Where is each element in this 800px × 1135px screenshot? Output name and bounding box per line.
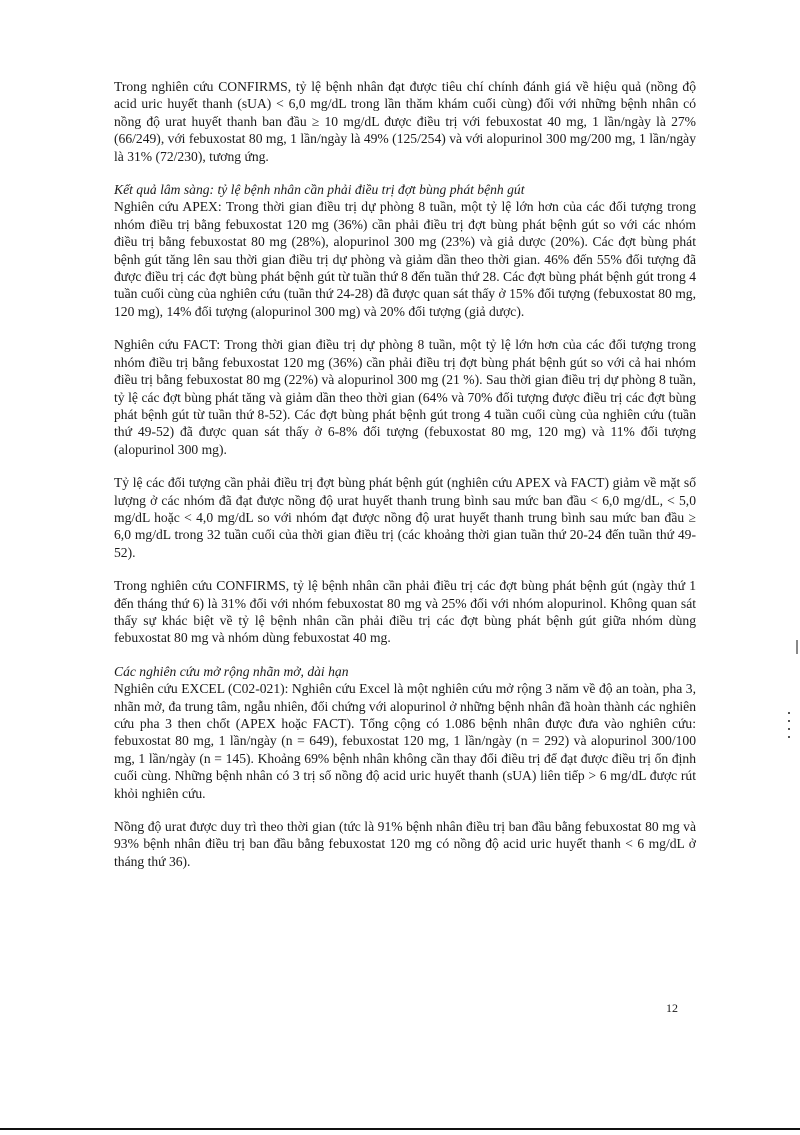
paragraph-confirms-flares: Trong nghiên cứu CONFIRMS, tỷ lệ bệnh nhân cần phải điều trị các đợt bùng phát bệnh gút (ngày thứ 1 đến tháng thứ 6) là 31% đối với nhóm febuxostat 80 mg và 25% đối với nhóm alopurinol. Không quan sát thấy sự khác biệt về tỷ lệ bệnh nhân cần phải điều trị các đợt bùng phát bệnh gút giữa nhóm dùng febuxostat 80 mg và nhóm dùng febuxostat 40 mg. bbox=[114, 578, 696, 646]
section-heading-open-label-extension: Các nghiên cứu mở rộng nhãn mở, dài hạn bbox=[114, 663, 349, 679]
page-bottom-rule bbox=[0, 1128, 800, 1130]
document-body bbox=[114, 78, 696, 870]
paragraph-excel-study: Nghiên cứu EXCEL (C02-021): Nghiên cứu Excel là một nghiên cứu mở rộng 3 năm về độ an toàn, pha 3, nhãn mở, đa trung tâm, ngẫu nhiên, đối chứng với alopurinol ở những bệnh nhân đã hoàn thành các nghiên cứu pha 3 then chốt (APEX hoặc FACT). Tổng cộng có 1.086 bệnh nhân được đưa vào nghiên cứu: febuxostat 80 mg, 1 lần/ngày (n = 649), febuxostat 120 mg, 1 lần/ngày (n = 292) và alopurinol 300/100 mg, 1 lần/ngày (n = 145). Khoảng 69% bệnh nhân không cần thay đổi điều trị để đạt được điều trị ổn định cuối cùng. Những bệnh nhân có 3 trị số nồng độ acid uric huyết thanh (sUA) liên tiếp > 6 mg/dL được rút khỏi nghiên cứu. bbox=[114, 681, 696, 801]
paragraph-fact-study: Nghiên cứu FACT: Trong thời gian điều trị dự phòng 8 tuần, một tỷ lệ lớn hơn của các đối tượng trong nhóm điều trị bằng febuxostat 120 mg (36%) cần phải điều trị đợt bùng phát bệnh gút so với cả hai nhóm điều trị bằng febuxostat 80 mg (22%) và alopurinol 300 mg (21 %). Sau thời gian điều trị dự phòng 8 tuần, tỷ lệ các đợt bùng phát tăng và giảm dần theo thời gian (64% và 70% đối tượng được điều trị các đợt bùng phát bệnh gút từ tuần thứ 8-52). Các đợt bùng phát bệnh gút trong 4 tuần cuối cùng của nghiên cứu (tuần thứ 49-52) đã được quan sát thấy ở 6-8% đối tượng (febuxostat 80 mg, 120 mg) và 11% đối tượng (alopurinol 300 mg). bbox=[114, 337, 696, 457]
page-number: 12 bbox=[666, 1001, 678, 1015]
paragraph-apex-study: Nghiên cứu APEX: Trong thời gian điều trị dự phòng 8 tuần, một tỷ lệ lớn hơn của các đối tượng trong nhóm điều trị bằng febuxostat 120 mg (36%) cần phải điều trị đợt bùng phát bệnh gút so với các nhóm điều trị bằng febuxostat 80 mg (28%), alopurinol 300 mg (23%) và giả dược (20%). Các đợt bùng phát bệnh gút tăng lên sau thời gian điều trị dự phòng và giảm dần theo thời gian. 46% đến 55% đối tượng đã được điều trị các đợt bùng phát bệnh gút từ tuần thứ 8 đến tuần thứ 28. Các đợt bùng phát bệnh gút trong 4 tuần cuối cùng của nghiên cứu (tuần thứ 24-28) đã được quan sát thấy ở 15% đối tượng (febuxostat 80 mg, 120 mg), 14% đối tượng (alopurinol 300 mg) và 20% đối tượng (giả dược). bbox=[114, 199, 696, 319]
paragraph-confirms-efficacy: Trong nghiên cứu CONFIRMS, tỷ lệ bệnh nhân đạt được tiêu chí chính đánh giá về hiệu quả (nồng độ acid uric huyết thanh (sUA) < 6,0 mg/dL trong lần thăm khám cuối cùng) đối với những bệnh nhân có nồng độ urat huyết thanh ban đầu ≥ 10 mg/dL được điều trị với febuxostat 40 mg, 1 lần/ngày là 27% (66/249), với febuxostat 80 mg, 1 lần/ngày là 49% (125/254) và với alopurinol 300 mg/200 mg, 1 lần/ngày là 31% (72/230), tương ứng. bbox=[114, 79, 696, 164]
paragraph-urate-maintenance: Nồng độ urat được duy trì theo thời gian (tức là 91% bệnh nhân điều trị ban đầu bằng febuxostat 80 mg và 93% bệnh nhân điều trị ban đầu bằng febuxostat 120 mg có nồng độ acid uric huyết thanh < 6 mg/dL ở tháng thứ 36). bbox=[114, 819, 696, 869]
scan-margin-dots bbox=[786, 712, 792, 752]
scan-margin-mark bbox=[796, 640, 798, 654]
paragraph-flare-proportion: Tỷ lệ các đối tượng cần phải điều trị đợt bùng phát bệnh gút (nghiên cứu APEX và FACT) giảm về mặt số lượng ở các nhóm đã đạt được nồng độ urat huyết thanh trung bình sau mức ban đầu < 6,0 mg/dL, < 5,0 mg/dL hoặc < 4,0 mg/dL so với nhóm đạt được nồng độ urat huyết thanh trung bình sau mức ban đầu ≥ 6,0 mg/dL trong 32 tuần cuối của thời gian điều trị (các khoảng thời gian tuần thứ 20-24 đến tuần thứ 49-52). bbox=[114, 475, 696, 560]
section-heading-flare-treatment: Kết quả lâm sàng: tỷ lệ bệnh nhân cần phải điều trị đợt bùng phát bệnh gút bbox=[114, 182, 525, 198]
